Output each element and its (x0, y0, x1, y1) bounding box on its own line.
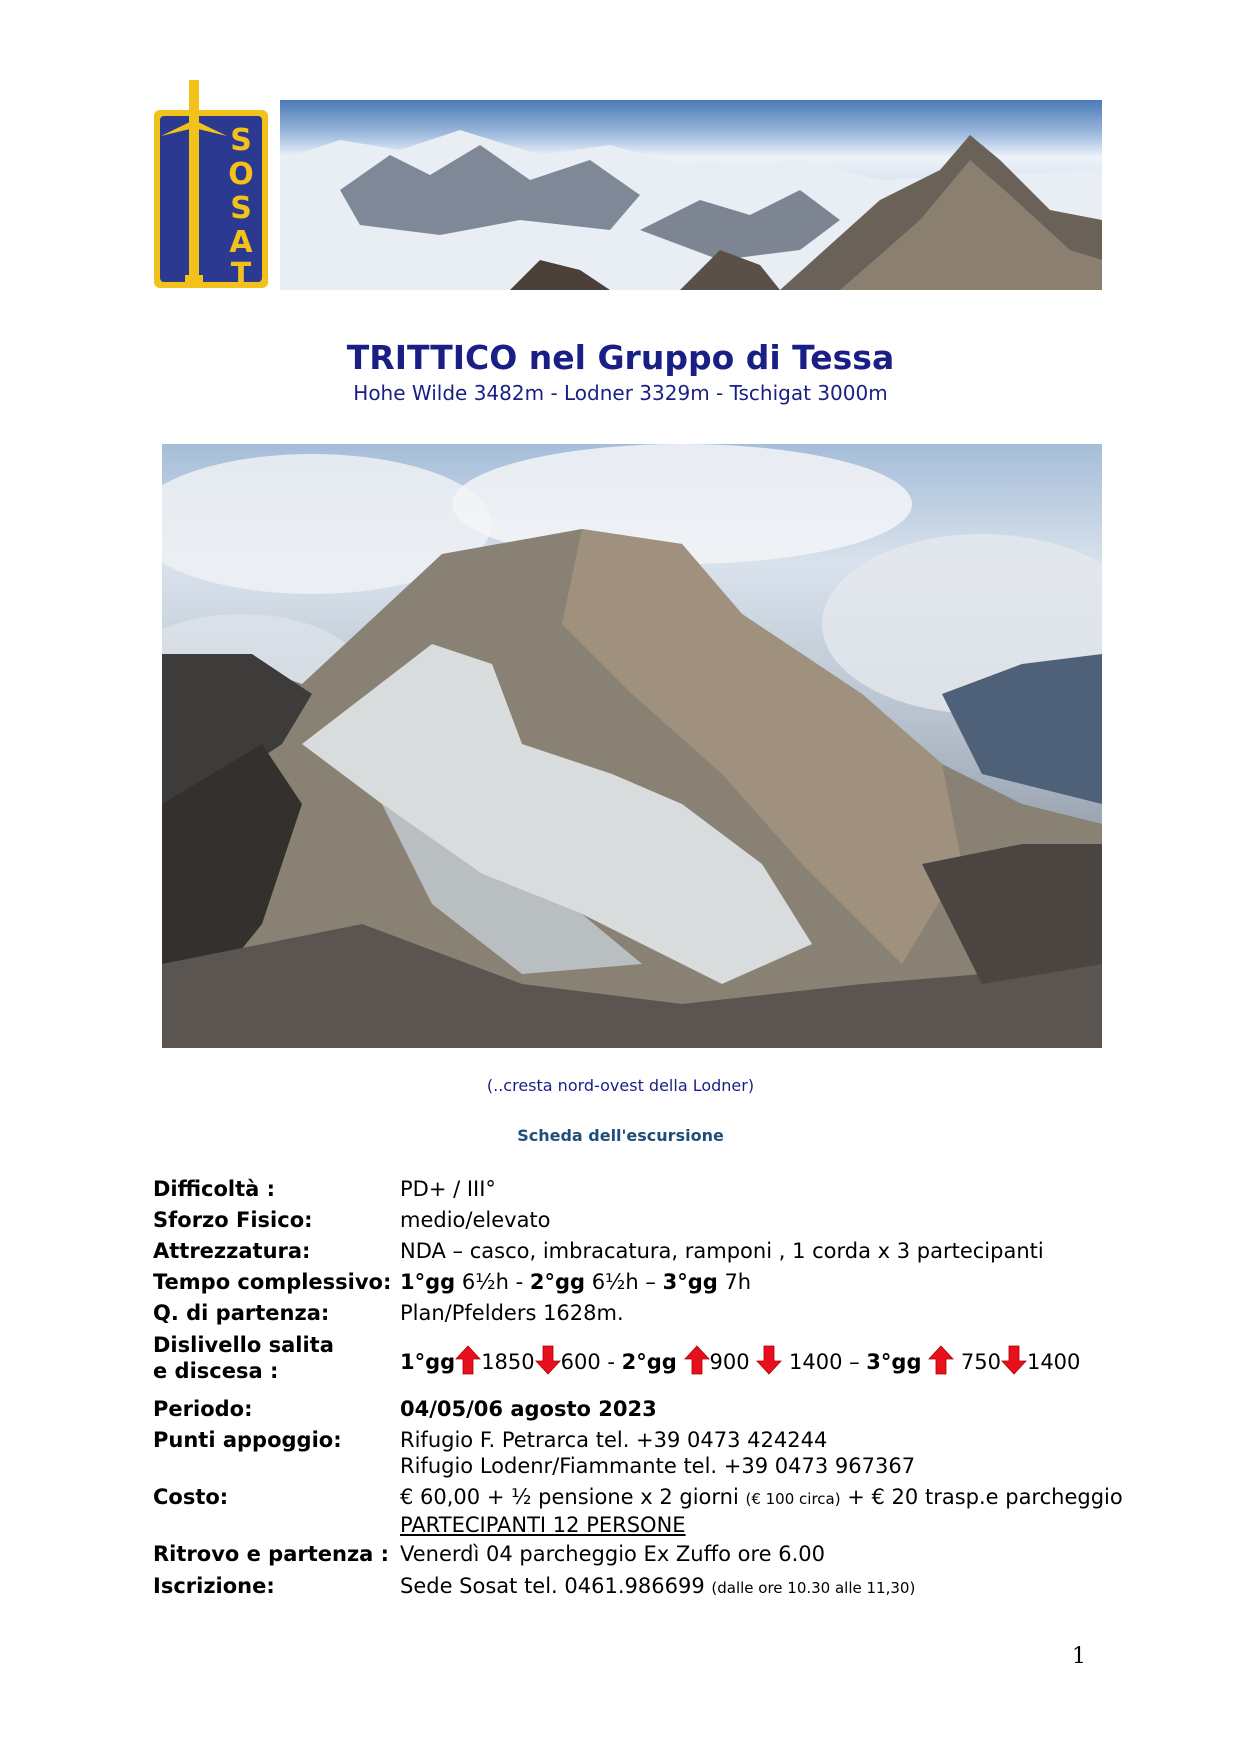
cost-text: + € 20 trasp.e parcheggio (840, 1485, 1123, 1509)
info-value (400, 1345, 1080, 1375)
info-label: Tempo complessivo: (153, 1270, 392, 1294)
red-down-arrow-icon (1001, 1345, 1027, 1375)
info-value (400, 1427, 915, 1479)
logo-letter: S (230, 191, 252, 226)
day-label: 3°gg (662, 1270, 718, 1294)
cost-note: (€ 100 circa) (745, 1490, 841, 1508)
photo-caption: (..cresta nord-ovest della Lodner) (486, 1076, 755, 1095)
descent-value: 1400 (1026, 1350, 1081, 1374)
sosat-logo (151, 80, 271, 290)
red-down-arrow-icon (756, 1345, 782, 1375)
info-label: Sforzo Fisico: (153, 1208, 313, 1232)
info-label: Attrezzatura: (153, 1239, 311, 1263)
day-label: 2°gg (529, 1270, 586, 1294)
day-label: 1°gg (400, 1350, 456, 1374)
info-label: Difficoltà : (153, 1177, 276, 1201)
time-value: 6½h - (455, 1270, 530, 1294)
signup-note: (dalle ore 10.30 alle 11,30) (711, 1579, 916, 1597)
red-down-arrow-icon (535, 1345, 561, 1375)
page-number: 1 (1072, 1644, 1086, 1669)
info-label: Ritrovo e partenza : (153, 1542, 390, 1566)
info-label: Iscrizione: (153, 1574, 275, 1598)
logo-letter: O (228, 157, 254, 192)
day-label: 2°gg (621, 1350, 677, 1374)
info-value: PD+ / III° (400, 1177, 496, 1201)
mountain-photo (162, 444, 1102, 1048)
info-value (400, 1573, 915, 1601)
info-label: Costo: (153, 1485, 229, 1509)
day-label: 1°gg (400, 1270, 456, 1294)
red-up-arrow-icon (455, 1345, 481, 1375)
info-value: Plan/Pfelders 1628m. (400, 1301, 624, 1325)
participants-text: PARTECIPANTI 12 PERSONE (400, 1513, 686, 1537)
info-label: Periodo: (153, 1397, 253, 1421)
hut-line: Rifugio Lodenr/Fiammante tel. +39 0473 967367 (400, 1454, 916, 1478)
logo-letter: T (230, 257, 252, 290)
info-value: NDA – casco, imbracatura, ramponi , 1 corda x 3 partecipanti (400, 1239, 1044, 1263)
info-label: Q. di partenza: (153, 1301, 330, 1325)
label-line: Dislivello salita (153, 1333, 334, 1357)
red-up-arrow-icon (684, 1345, 710, 1375)
hut-line: Rifugio F. Petrarca tel. +39 0473 424244 (400, 1428, 828, 1452)
page-title: TRITTICO nel Gruppo di Tessa (346, 338, 895, 377)
label-line: e discesa : (153, 1359, 279, 1383)
ascent-value: 750 (960, 1350, 1001, 1374)
info-label: Punti appoggio: (153, 1428, 342, 1452)
info-value (400, 1269, 751, 1295)
logo-letter: A (229, 225, 253, 260)
section-heading: Scheda dell'escursione (517, 1126, 724, 1145)
info-row-appoggio (153, 1427, 1181, 1481)
info-row-costo (153, 1484, 1181, 1538)
info-row-dislivello (153, 1332, 1181, 1388)
red-up-arrow-icon (928, 1345, 954, 1375)
info-value: Venerdì 04 parcheggio Ex Zuffo ore 6.00 (400, 1542, 825, 1566)
info-value (400, 1484, 1123, 1538)
ascent-value: 1850 (481, 1350, 535, 1374)
signup-text: Sede Sosat tel. 0461.986699 (400, 1574, 712, 1598)
ascent-value: 900 (709, 1350, 750, 1374)
time-value: 7h (717, 1270, 752, 1294)
descent-value: 1400 – (789, 1350, 867, 1374)
info-value: medio/elevato (400, 1208, 551, 1232)
info-label (153, 1332, 398, 1384)
logo-letter: S (230, 123, 252, 158)
header-mountain-banner (280, 100, 1102, 290)
info-value: 04/05/06 agosto 2023 (400, 1397, 657, 1421)
day-label: 3°gg (866, 1350, 922, 1374)
cost-text: € 60,00 + ½ pensione x 2 giorni (400, 1485, 746, 1509)
time-value: 6½h – (585, 1270, 663, 1294)
page-subtitle: Hohe Wilde 3482m - Lodner 3329m - Tschigat 3000m (353, 381, 888, 405)
descent-value: 600 - (560, 1350, 622, 1374)
